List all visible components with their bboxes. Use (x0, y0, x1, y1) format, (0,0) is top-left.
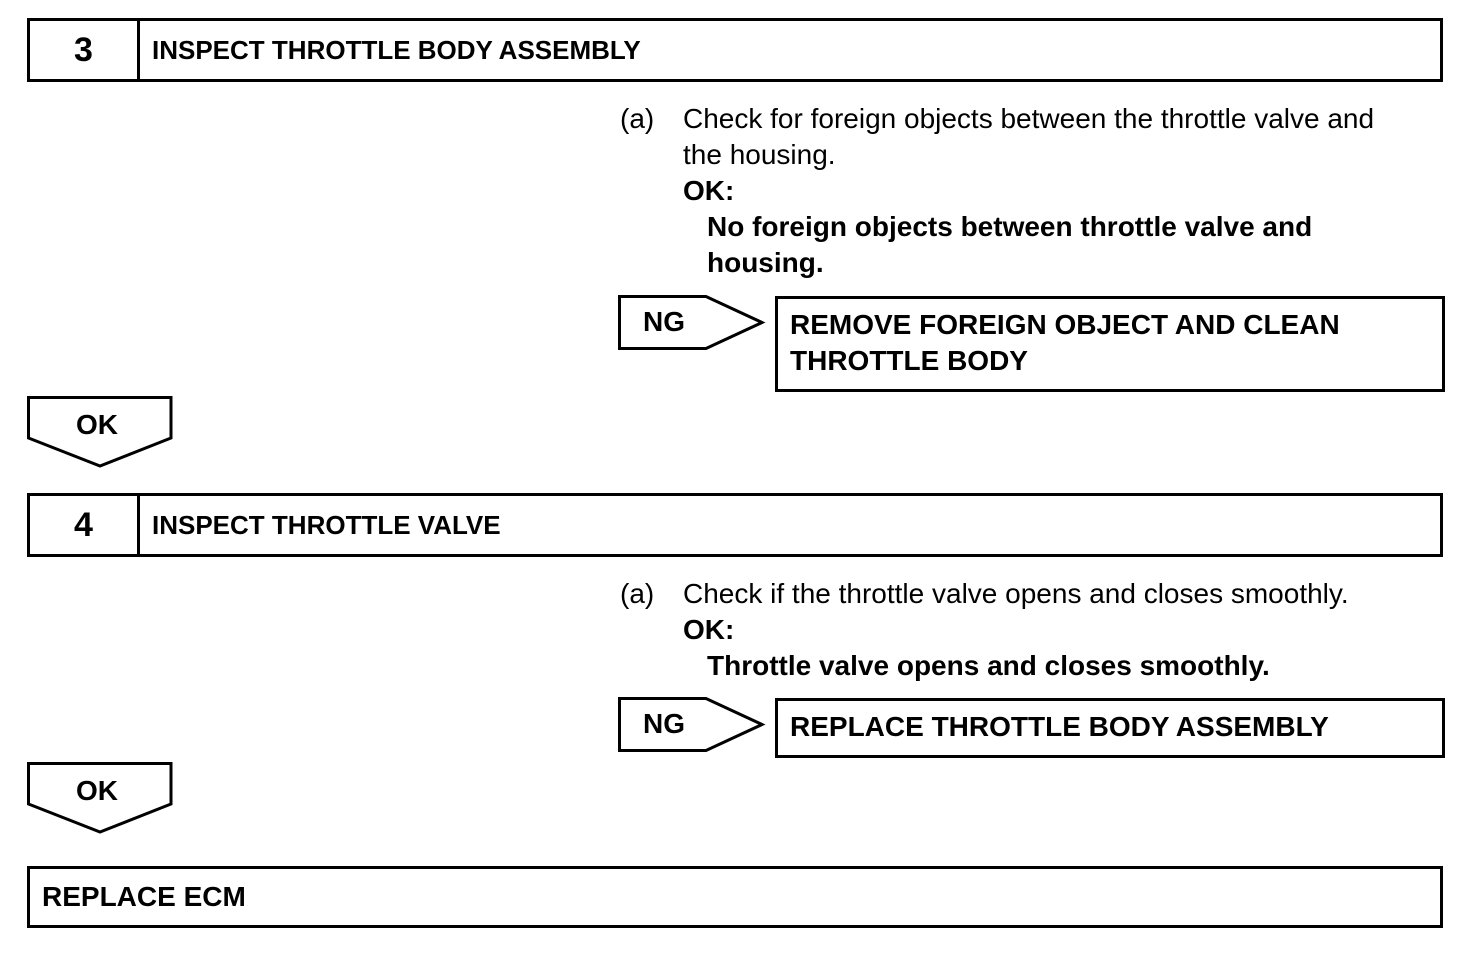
item-marker: (a) (620, 103, 655, 134)
ok-criteria-line: Throttle valve opens and closes smoothly. (707, 650, 1270, 681)
final-action-box (27, 866, 1443, 928)
instruction-line: the housing. (683, 139, 836, 170)
ng-arrow-icon (618, 697, 768, 755)
ok-criteria-line: No foreign objects between throttle valve and (707, 211, 1313, 242)
final-action-label: REPLACE ECM (42, 881, 246, 912)
ok-label: OK: (683, 175, 735, 206)
step-title: INSPECT THROTTLE BODY ASSEMBLY (152, 34, 641, 65)
ok-arrow-label: OK (76, 775, 118, 806)
ng-label: NG (643, 708, 685, 739)
ng-action-box (775, 296, 1445, 392)
ng-label: NG (643, 306, 685, 337)
ok-label: OK: (683, 614, 735, 645)
step-title: INSPECT THROTTLE VALVE (152, 509, 501, 540)
step-3-header (27, 18, 1443, 82)
step-number: 3 (30, 21, 140, 79)
instruction-line: Check if the throttle valve opens and closes smoothly. (683, 578, 1349, 609)
ok-criteria-line: housing. (707, 247, 824, 278)
ng-action-line: THROTTLE BODY (790, 345, 1028, 376)
ng-action-box (775, 698, 1445, 758)
step-number: 4 (30, 496, 140, 554)
ng-action-line: REMOVE FOREIGN OBJECT AND CLEAN (790, 309, 1340, 340)
item-marker: (a) (620, 578, 655, 609)
ok-arrow-label: OK (76, 409, 118, 440)
ng-action-line: REPLACE THROTTLE BODY ASSEMBLY (790, 711, 1329, 742)
ng-arrow-icon (618, 295, 768, 353)
instruction-line: Check for foreign objects between the throttle valve and (683, 103, 1375, 134)
step-4-header (27, 493, 1443, 557)
